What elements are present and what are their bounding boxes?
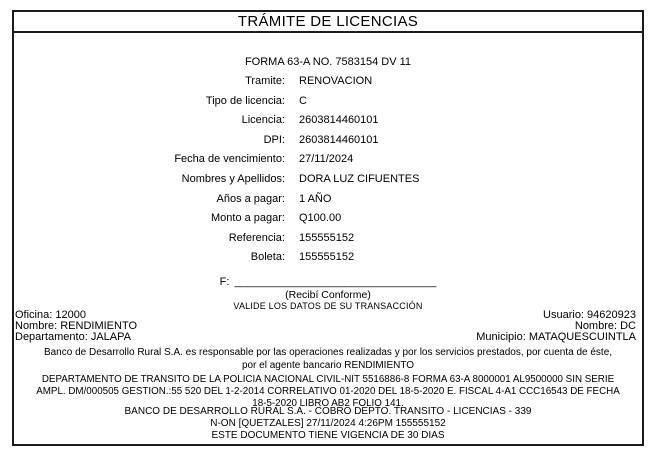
- field-row-anos-pagar: [14, 190, 642, 210]
- field-row-licencia: [14, 111, 642, 131]
- field-value: DORA LUZ CIFUENTES: [299, 172, 420, 185]
- receipt-footer: [14, 406, 642, 442]
- field-value: 2603814460101: [299, 133, 379, 146]
- field-row-tramite: [14, 72, 642, 92]
- office-name-line: Nombre: RENDIMIENTO: [15, 319, 138, 332]
- field-label: Nombres y Apellidos:: [181, 172, 285, 185]
- signature-label: F:: [219, 275, 230, 288]
- bank-disclaimer: [14, 346, 642, 372]
- office-meta-left: [15, 310, 137, 343]
- field-label: Tipo de licencia:: [205, 94, 285, 107]
- field-label: DPI:: [263, 133, 285, 146]
- field-value: 2603814460101: [299, 114, 379, 127]
- bank-disclaimer-line: Banco de Desarrollo Rural S.A. es responsable por las operaciones realizadas y por los servicios prestados, por cuenta de éste,: [43, 346, 613, 358]
- signature-caption: (Recibí Conforme): [285, 288, 371, 301]
- field-label: Fecha de vencimiento:: [174, 153, 285, 166]
- field-value: 155555152: [299, 231, 355, 244]
- form-fields: [14, 72, 642, 268]
- signature-line: _________________________________: [234, 275, 437, 288]
- field-label: Boleta:: [250, 251, 285, 264]
- transit-department-notice: [14, 374, 642, 410]
- document-title: TRÁMITE DE LICENCIAS: [237, 13, 419, 30]
- field-label: Referencia:: [228, 231, 285, 244]
- office-meta: [14, 310, 642, 343]
- field-value: 27/11/2024: [299, 153, 354, 166]
- field-row-nombres: [14, 170, 642, 190]
- receipt-footer-line: N-ON [QUETZALES] 27/11/2024 4:26PM 155555152: [210, 417, 446, 429]
- office-line: Oficina: 12000: [15, 308, 86, 321]
- receipt-footer-line: BANCO DE DESARROLLO RURAL S.A. - COBRO DEPTO. TRANSITO - LICENCIAS - 339: [124, 405, 532, 417]
- signature-row: [14, 275, 642, 289]
- field-label: Licencia:: [241, 114, 285, 127]
- field-label: Tramite:: [245, 75, 285, 87]
- field-value: RENOVACION: [299, 75, 373, 87]
- field-row-referencia: [14, 229, 642, 249]
- transit-notice-line: DEPARTAMENTO DE TRANSITO DE LA POLICIA NACIONAL CIVIL-NIT 5516886-8 FORMA 63-A 8000001 AL9500000 SIN SERIE: [41, 373, 615, 385]
- office-meta-right: [476, 310, 636, 343]
- transit-notice-line: AMPL. DM/000505 GESTION.:55 520 DEL 1-2-2014 CORRELATIVO 01-2020 DEL 18-5-2020 E. FISCAL 4-A1 CCC16543 DE FECHA: [36, 385, 620, 397]
- field-value: C: [299, 94, 307, 107]
- field-row-tipo-licencia: [14, 92, 642, 112]
- municipality-line: Municipio: MATAQUESCUINTLA: [476, 330, 636, 343]
- field-row-boleta: [14, 248, 642, 268]
- field-label: Monto a pagar:: [211, 212, 285, 225]
- field-value: Q100.00: [299, 212, 342, 225]
- document-title-box: [12, 10, 644, 33]
- validate-notice: VALIDE LOS DATOS DE SU TRANSACCIÓN: [233, 300, 423, 311]
- field-label: Años a pagar:: [216, 192, 285, 205]
- bank-disclaimer-line: por el agente bancario RENDIMIENTO: [241, 359, 415, 371]
- user-line: Usuario: 94620923: [543, 308, 636, 321]
- department-line: Departamento: JALAPA: [15, 330, 131, 343]
- transit-notice-line: 18-5-2020 LIBRO AB2 FOLIO 141.: [252, 397, 404, 409]
- receipt-footer-line: ESTE DOCUMENTO TIENE VIGENCIA DE 30 DIAS: [211, 429, 445, 441]
- field-row-monto-pagar: [14, 209, 642, 229]
- field-value: 155555152: [299, 251, 355, 264]
- field-row-fecha-vencimiento: [14, 150, 642, 170]
- user-name-line: Nombre: DC: [574, 319, 636, 332]
- field-row-dpi: [14, 131, 642, 151]
- field-value: 1 AÑO: [299, 192, 332, 205]
- form-number-header: FORMA 63-A NO. 7583154 DV 11: [244, 56, 412, 68]
- document-body: [12, 31, 644, 446]
